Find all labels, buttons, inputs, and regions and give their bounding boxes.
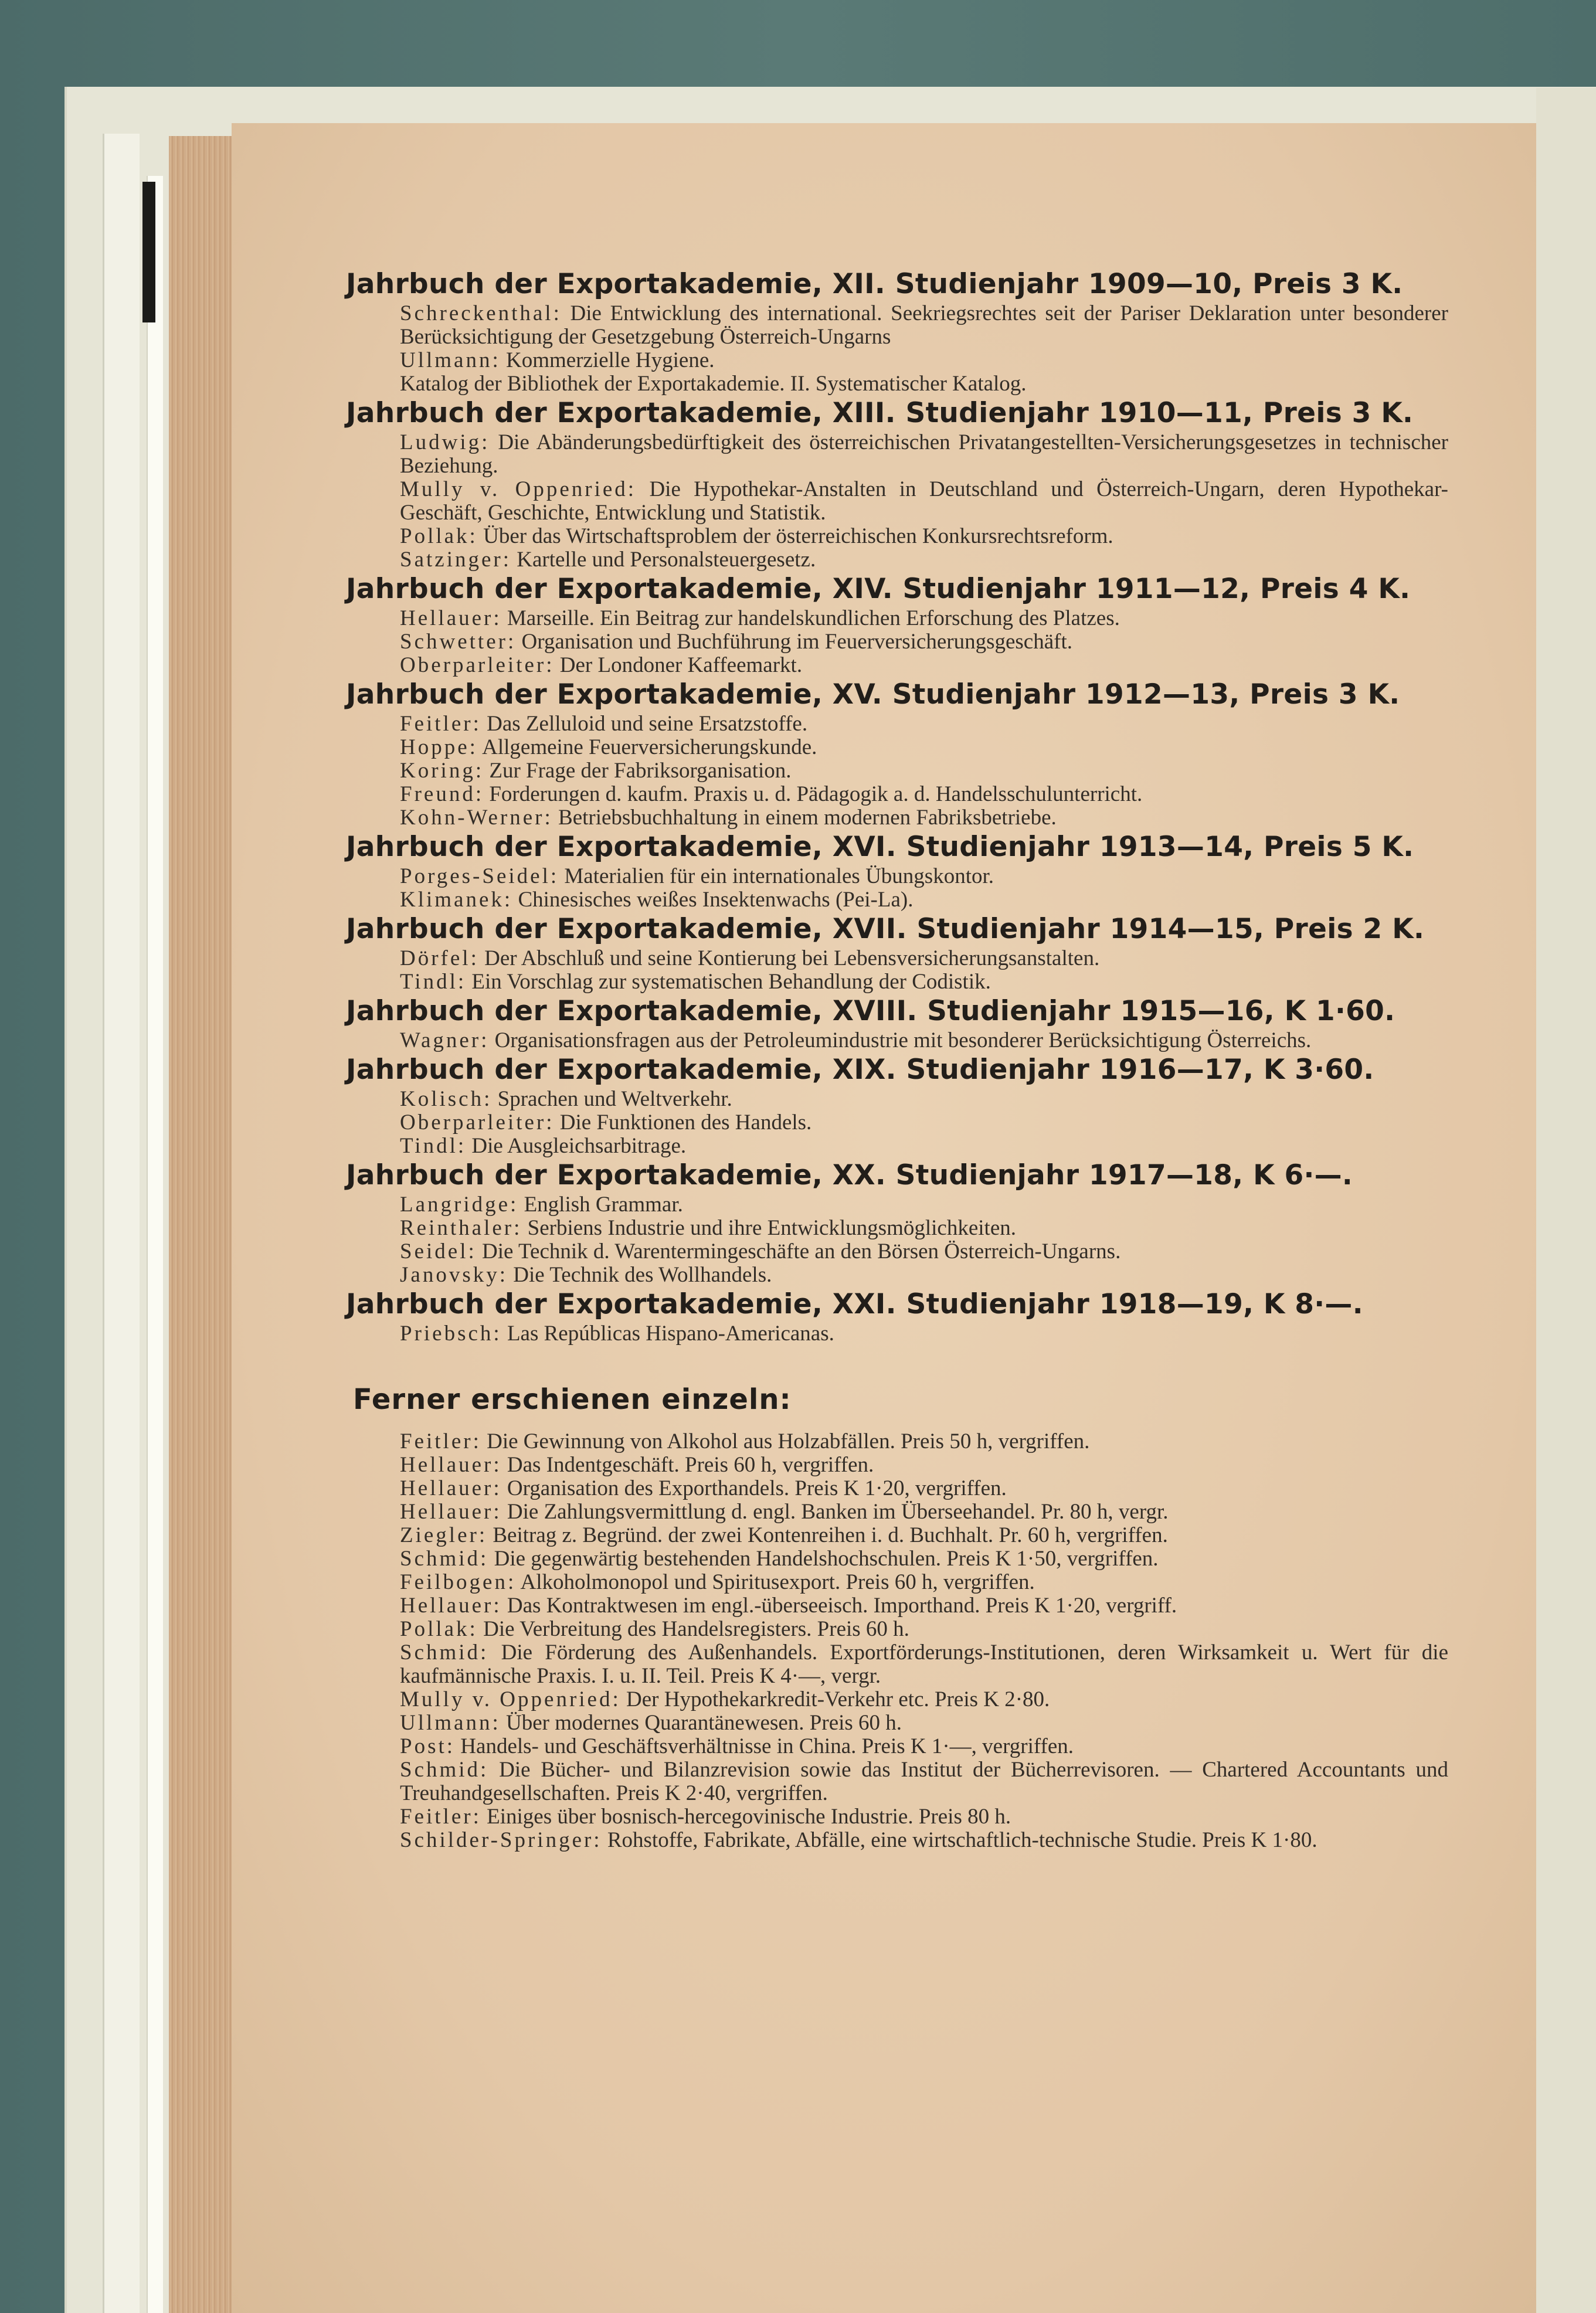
entry-title: Handels- und Geschäftsverhältnisse in China. Preis K 1·—, vergriffen. xyxy=(455,1734,1074,1758)
entry-author: Ludwig: xyxy=(400,430,490,454)
entry-author: Wagner: xyxy=(400,1028,490,1052)
entry-title: Organisationsfragen aus der Petroleumindustrie mit besonderer Berücksichtigung Österreichs. xyxy=(489,1028,1312,1052)
entry-author: Freund: xyxy=(400,782,484,806)
publication-entry xyxy=(346,1805,1448,1829)
entry-author: Oberparleiter: xyxy=(400,1110,555,1135)
entry-author: Schreckenthal: xyxy=(400,301,562,325)
entry-title: Forderungen d. kaufm. Praxis u. d. Pädagogik a. d. Handelsschulunterricht. xyxy=(484,782,1143,806)
book-right-board xyxy=(1536,88,1596,2313)
entry-title: Die Zahlungsvermittlung d. engl. Banken im Überseehandel. Pr. 80 h, vergr. xyxy=(501,1500,1169,1524)
publication-entry xyxy=(346,1829,1448,1852)
entry-title: Kartelle und Personalsteuergesetz. xyxy=(511,548,816,572)
publication-entry xyxy=(346,1547,1448,1571)
entry-title: English Grammar. xyxy=(518,1193,683,1217)
entry-author: Porges-Seidel: xyxy=(400,864,559,888)
entry-title: Marseille. Ein Beitrag zur handelskundlichen Erforschung des Platzes. xyxy=(501,606,1120,630)
entry-author: Hellauer: xyxy=(400,1594,502,1618)
entry-author: Seidel: xyxy=(400,1239,477,1264)
entry-title: Sprachen und Weltverkehr. xyxy=(492,1087,732,1111)
entry-author: Reinthaler: xyxy=(400,1216,522,1240)
entry-title: Das Indentgeschäft. Preis 60 h, vergriffen. xyxy=(501,1453,874,1477)
volume-heading: Jahrbuch der Exportakademie, XIII. Studienjahr 1910—11, Preis 3 K. xyxy=(346,397,1414,429)
entry-author: Hoppe: xyxy=(400,735,478,759)
entry-author: Post: xyxy=(400,1734,456,1758)
entry-title: Über das Wirtschaftsproblem der österreichischen Konkursrechtsreform. xyxy=(477,524,1113,548)
publication-entry xyxy=(346,712,1448,736)
entry-title: Die Gewinnung von Alkohol aus Holzabfällen. Preis 50 h, vergriffen. xyxy=(481,1429,1090,1453)
volume-heading: Jahrbuch der Exportakademie, XXI. Studienjahr 1918—19, K 8·—. xyxy=(346,1288,1363,1320)
entry-author: Pollak: xyxy=(400,524,478,548)
publication-entry xyxy=(346,349,1448,372)
entry-title: Die Funktionen des Handels. xyxy=(554,1110,812,1135)
entry-author: Feitler: xyxy=(400,712,481,736)
publication-entry xyxy=(346,1641,1448,1688)
publication-entry xyxy=(346,1029,1448,1052)
entry-title: Die Technik d. Warentermingeschäfte an den Börsen Österreich-Ungarns. xyxy=(476,1239,1121,1264)
entry-author: Mully v. Oppenried: xyxy=(400,1687,621,1711)
entry-title: Das Zelluloid und seine Ersatzstoffe. xyxy=(481,712,808,736)
publication-entry xyxy=(346,759,1448,783)
entry-title: Das Kontraktwesen im engl.-überseeisch. Importhand. Preis K 1·20, vergriff. xyxy=(501,1594,1177,1618)
entry-title: Der Hypothekarkredit-Verkehr etc. Preis K 2·80. xyxy=(620,1687,1050,1711)
entry-author: Schmid: xyxy=(400,1547,489,1571)
publication-entry xyxy=(346,1193,1448,1217)
page-content xyxy=(346,267,1448,1852)
publication-entry xyxy=(346,1594,1448,1618)
publication-entry xyxy=(346,865,1448,888)
section-heading: Ferner erschienen einzeln: xyxy=(353,1383,792,1416)
entry-author: Schwetter: xyxy=(400,630,517,654)
publication-entry xyxy=(346,783,1448,806)
volume-heading: Jahrbuch der Exportakademie, XIX. Studienjahr 1916—17, K 3·60. xyxy=(346,1054,1374,1086)
publication-entry xyxy=(346,1430,1448,1453)
binding-spine-mark xyxy=(142,182,155,322)
entry-author: Langridge: xyxy=(400,1193,519,1217)
entry-author: Feitler: xyxy=(400,1429,481,1453)
entry-author: Tindl: xyxy=(400,970,467,994)
entry-title: Allgemeine Feuerversicherungskunde. xyxy=(477,735,817,759)
publication-entry xyxy=(346,1758,1448,1805)
volume-heading: Jahrbuch der Exportakademie, XVI. Studienjahr 1913—14, Preis 5 K. xyxy=(346,831,1414,863)
publication-entry xyxy=(346,1735,1448,1758)
publication-entry xyxy=(346,970,1448,994)
publication-entry xyxy=(346,1217,1448,1240)
publication-entry xyxy=(346,1111,1448,1135)
entry-title: Die Hypothekar-Anstalten in Deutschland und Österreich-Ungarn, deren Hypothekar-Geschäft, Geschichte, Entwicklung und Statistik. xyxy=(400,477,1448,525)
entry-title: Organisation des Exporthandels. Preis K 1·20, vergriffen. xyxy=(501,1476,1007,1500)
publication-entry xyxy=(346,1088,1448,1111)
volume-heading: Jahrbuch der Exportakademie, XIV. Studienjahr 1911—12, Preis 4 K. xyxy=(346,573,1411,605)
volume-heading: Jahrbuch der Exportakademie, XV. Studienjahr 1912—13, Preis 3 K. xyxy=(346,678,1400,711)
publication-entry xyxy=(346,431,1448,478)
publication-entry xyxy=(346,548,1448,572)
publication-entry xyxy=(346,1571,1448,1594)
entry-author: Klimanek: xyxy=(400,888,513,912)
entry-author: Ziegler: xyxy=(400,1523,488,1547)
entry-title: Organisation und Buchführung im Feuerversicherungsgeschäft. xyxy=(516,630,1072,654)
entry-title: Die Technik des Wollhandels. xyxy=(508,1263,772,1287)
entry-author: Dörfel: xyxy=(400,946,479,970)
publication-entry xyxy=(346,1240,1448,1264)
book-binding-strip xyxy=(147,176,163,2313)
publication-entry xyxy=(346,1264,1448,1287)
entry-author: Priebsch: xyxy=(400,1322,502,1346)
entry-author: Schmid: xyxy=(400,1758,489,1782)
entry-title: Zur Frage der Fabriksorganisation. xyxy=(484,759,792,783)
entry-author: Kohn-Werner: xyxy=(400,806,553,830)
entry-title: Die Förderung des Außenhandels. Exportförderungs-Institutionen, deren Wirksamkeit u. Wert für die kaufmännische Praxis. I. u. II. Teil. Preis K 4·—, vergr. xyxy=(400,1641,1448,1688)
volume-heading: Jahrbuch der Exportakademie, XVII. Studienjahr 1914—15, Preis 2 K. xyxy=(346,913,1425,945)
entry-title: Kommerzielle Hygiene. xyxy=(500,348,715,372)
entry-author: Feitler: xyxy=(400,1805,481,1829)
volume-heading: Jahrbuch der Exportakademie, XVIII. Studienjahr 1915—16, K 1·60. xyxy=(346,995,1395,1027)
publication-entry xyxy=(346,654,1448,677)
publication-entry xyxy=(346,1477,1448,1500)
entry-title: Die Verbreitung des Handelsregisters. Preis 60 h. xyxy=(477,1617,909,1641)
entry-author: Ullmann: xyxy=(400,1711,501,1735)
publication-entry xyxy=(346,1453,1448,1477)
entry-title: Las Repúblicas Hispano-Americanas. xyxy=(501,1322,834,1346)
entry-author: Schilder-Springer: xyxy=(400,1828,602,1852)
publication-entry xyxy=(346,302,1448,349)
entry-author: Hellauer: xyxy=(400,606,502,630)
publication-entry xyxy=(346,1688,1448,1711)
publication-entry xyxy=(346,478,1448,525)
entry-title: Beitrag z. Begründ. der zwei Kontenreihen i. d. Buchhalt. Pr. 60 h, vergriffen. xyxy=(487,1523,1168,1547)
entry-author: Hellauer: xyxy=(400,1453,502,1477)
publication-entry xyxy=(346,736,1448,759)
entry-title: Der Londoner Kaffeemarkt. xyxy=(554,653,803,677)
entry-title: Serbiens Industrie und ihre Entwicklungsmöglichkeiten. xyxy=(522,1216,1017,1240)
entry-author: Satzinger: xyxy=(400,548,512,572)
entry-author: Feilbogen: xyxy=(400,1570,517,1594)
publication-entry xyxy=(346,525,1448,548)
entry-title: Über modernes Quarantänewesen. Preis 60 h. xyxy=(500,1711,902,1735)
book-inner-board xyxy=(103,134,140,2313)
entry-author: Schmid: xyxy=(400,1641,489,1665)
entry-author: Hellauer: xyxy=(400,1476,502,1500)
publication-entry xyxy=(346,1135,1448,1158)
entry-author: Tindl: xyxy=(400,1134,467,1158)
entry-title: Materialien für ein internationales Übungskontor. xyxy=(559,864,994,888)
publication-entry xyxy=(346,1711,1448,1735)
entry-title: Alkoholmonopol und Spiritusexport. Preis 60 h, vergriffen. xyxy=(516,1570,1035,1594)
publication-entry xyxy=(346,630,1448,654)
entry-title: Die gegenwärtig bestehenden Handelshochschulen. Preis K 1·50, vergriffen. xyxy=(488,1547,1159,1571)
publication-entry xyxy=(346,888,1448,912)
entry-author: Oberparleiter: xyxy=(400,653,555,677)
entry-title: Chinesisches weißes Insektenwachs (Pei-La). xyxy=(512,888,914,912)
page-edges xyxy=(169,136,239,2313)
publication-entry xyxy=(346,1618,1448,1641)
entry-title: Rohstoffe, Fabrikate, Abfälle, eine wirtschaftlich-technische Studie. Preis K 1·80. xyxy=(602,1828,1317,1852)
entry-title: Betriebsbuchhaltung in einem modernen Fabriksbetriebe. xyxy=(552,806,1057,830)
entry-title: Katalog der Bibliothek der Exportakademie. II. Systematischer Katalog. xyxy=(400,372,1027,396)
entry-title: Die Entwicklung des international. Seekriegsrechtes seit der Pariser Deklaration unter besonderer Berücksichtigung der Gesetzgebung Österreich-Ungarns xyxy=(400,301,1448,349)
entry-author: Koring: xyxy=(400,759,484,783)
entry-author: Pollak: xyxy=(400,1617,478,1641)
publication-entry xyxy=(346,607,1448,630)
entry-title: Die Abänderungsbedürftigkeit des österreichischen Privatangestellten-Versicherungsgesetzes in technischer Beziehung. xyxy=(400,430,1448,478)
entry-author: Mully v. Oppenried: xyxy=(400,477,637,501)
entry-title: Einiges über bosnisch-hercegovinische Industrie. Preis 80 h. xyxy=(481,1805,1011,1829)
entry-author: Hellauer: xyxy=(400,1500,502,1524)
volume-heading: Jahrbuch der Exportakademie, XII. Studienjahr 1909—10, Preis 3 K. xyxy=(346,268,1403,300)
entry-author: Janovsky: xyxy=(400,1263,508,1287)
entry-title: Die Ausgleichsarbitrage. xyxy=(466,1134,687,1158)
publication-entry xyxy=(346,372,1448,396)
entry-author: Kolisch: xyxy=(400,1087,493,1111)
entry-title: Die Bücher- und Bilanzrevision sowie das Institut der Bücherrevisoren. — Chartered Accountants und Treuhandgesellschaften. Preis K 2·40, vergriffen. xyxy=(400,1758,1448,1805)
volume-heading: Jahrbuch der Exportakademie, XX. Studienjahr 1917—18, K 6·—. xyxy=(346,1159,1353,1191)
publication-entry xyxy=(346,806,1448,830)
publication-entry xyxy=(346,1524,1448,1547)
publication-entry xyxy=(346,947,1448,970)
publication-entry xyxy=(346,1500,1448,1524)
entry-title: Der Abschluß und seine Kontierung bei Lebensversicherungsanstalten. xyxy=(478,946,1100,970)
entry-author: Ullmann: xyxy=(400,348,501,372)
publication-entry xyxy=(346,1322,1448,1346)
entry-title: Ein Vorschlag zur systematischen Behandlung der Codistik. xyxy=(466,970,991,994)
